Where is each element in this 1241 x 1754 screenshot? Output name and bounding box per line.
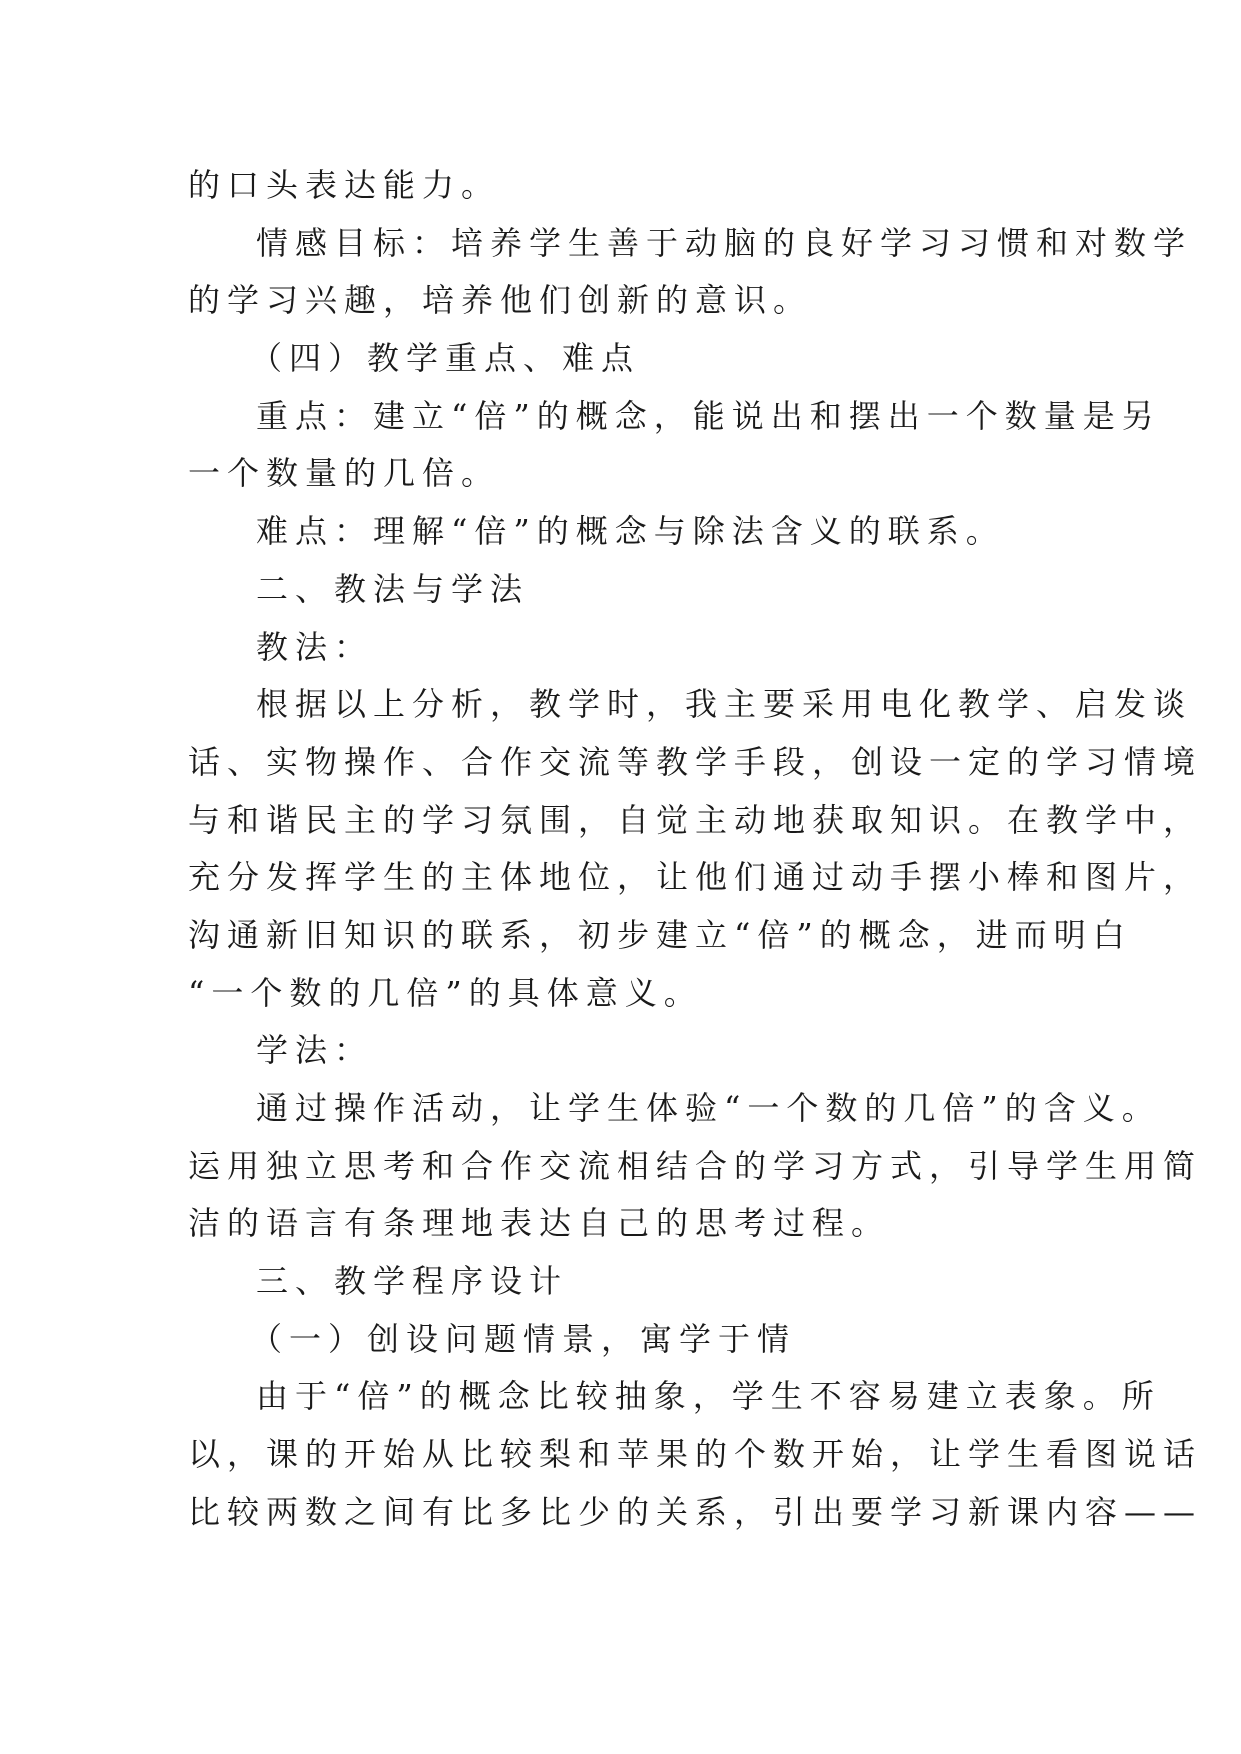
section-heading-procedure: 三、教学程序设计 (256, 1262, 569, 1301)
text-line: 由于“倍”的概念比较抽象，学生不容易建立表象。所 (256, 1377, 1161, 1416)
text-line-difficulty: 难点：理解“倍”的概念与除法含义的联系。 (256, 512, 1005, 551)
text-line: 运用独立思考和合作交流相结合的学习方式，引导学生用简 (188, 1146, 1203, 1185)
text-line: 话、实物操作、合作交流等教学手段，创设一定的学习情境 (188, 742, 1203, 781)
text-line: 通过操作活动，让学生体验“一个数的几倍”的含义。 (256, 1089, 1161, 1127)
text-line: 与和谐民主的学习氛围，自觉主动地获取知识。在教学中， (188, 800, 1203, 839)
text-line-emotion-goal: 情感目标：培养学生善于动脑的良好学习习惯和对数学 (256, 223, 1193, 262)
section-heading-key-points: （四）教学重点、难点 (250, 339, 641, 378)
subheading-teaching-method: 教法： (256, 627, 374, 666)
text-line-key-point: 重点：建立“倍”的概念，能说出和摆出一个数量是另 (256, 396, 1161, 435)
text-line: 以，课的开始从比较梨和苹果的个数开始，让学生看图说话 (188, 1435, 1203, 1474)
text-line: 洁的语言有条理地表达自己的思考过程。 (188, 1204, 891, 1243)
subheading-scenario: （一）创设问题情景，寓学于情 (250, 1319, 797, 1358)
text-line: 沟通新旧知识的联系，初步建立“倍”的概念，进而明白 (188, 915, 1132, 954)
text-line: 比较两数之间有比多比少的关系，引出要学习新课内容—— (188, 1492, 1203, 1531)
document-body (188, 157, 1203, 1542)
subheading-learning-method: 学法： (256, 1031, 374, 1070)
text-line: 的口头表达能力。 (188, 166, 501, 204)
text-line: 一个数量的几倍。 (188, 454, 501, 493)
text-line: 根据以上分析，教学时，我主要采用电化教学、启发谈 (256, 685, 1193, 724)
text-line: 的学习兴趣，培养他们创新的意识。 (188, 281, 813, 320)
section-heading-methods: 二、教法与学法 (256, 569, 530, 608)
text-line: “一个数的几倍”的具体意义。 (188, 973, 703, 1012)
text-line: 充分发挥学生的主体地位，让他们通过动手摆小棒和图片， (188, 858, 1203, 897)
